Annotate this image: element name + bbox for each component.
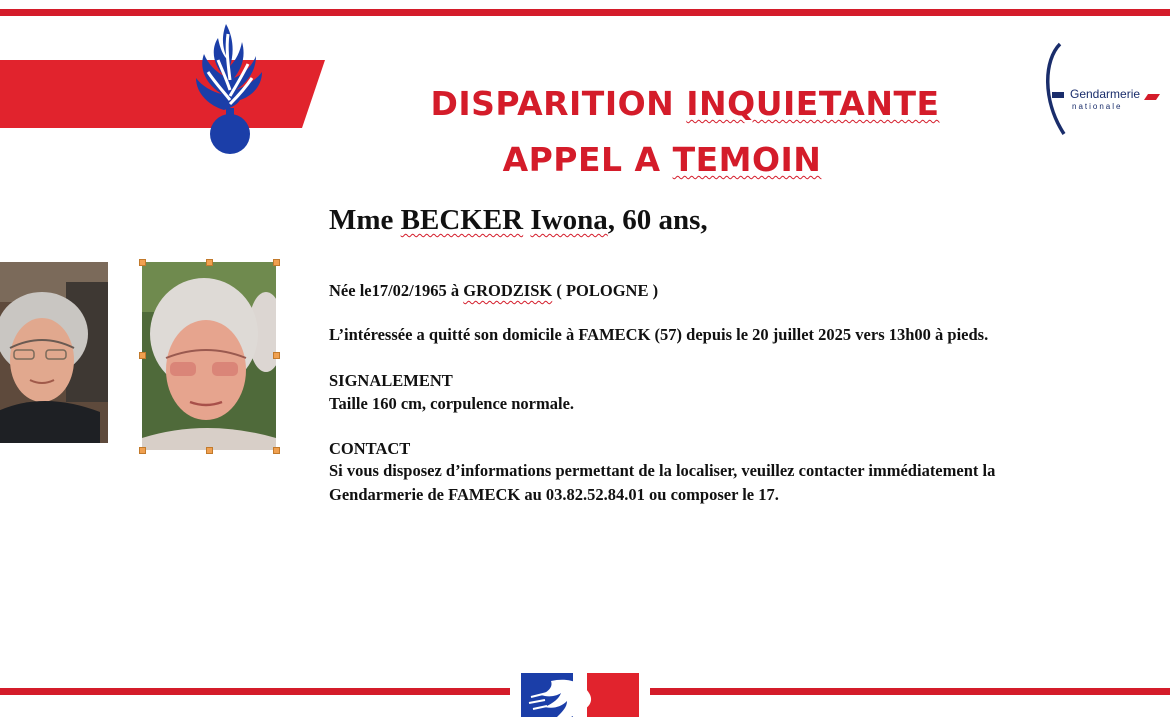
- top-red-rule: [0, 9, 1170, 16]
- contact-line-2: Gendarmerie de FAMECK au 03.82.52.84.01 ou composer le 17.: [329, 485, 779, 504]
- name-prefix: Mme: [329, 204, 401, 236]
- headline-word-disparition: DISPARITION: [430, 84, 675, 123]
- logo-brand-line2: nationale: [1072, 102, 1123, 111]
- resize-handle-nw[interactable]: [139, 259, 146, 266]
- signalement-heading: SIGNALEMENT: [329, 371, 453, 390]
- birth-country: ( POLOGNE ): [552, 281, 659, 300]
- resize-handle-s[interactable]: [206, 447, 213, 454]
- departure-info: L’intéressée a quitté son domicile à FAMECK (57) depuis le 20 juillet 2025 vers 13h00 à pieds.: [329, 325, 989, 344]
- headline-disparition: [335, 84, 1035, 123]
- missing-person-photo-2: [142, 262, 276, 450]
- name-given: Iwona: [530, 204, 608, 236]
- birth-prefix: Née le17/02/1965 à: [329, 281, 464, 300]
- missing-person-photo-1: [0, 262, 108, 443]
- signalement-text: Taille 160 cm, corpulence normale.: [329, 394, 575, 413]
- gendarmerie-nationale-logo: [1040, 42, 1162, 138]
- bottom-red-rule-right: [650, 688, 1170, 695]
- resize-handle-w[interactable]: [139, 352, 146, 359]
- marianne-republique-logo: [521, 673, 639, 717]
- resize-handle-sw[interactable]: [139, 447, 146, 454]
- bottom-red-rule-left: [0, 688, 510, 695]
- resize-handle-se[interactable]: [273, 447, 280, 454]
- name-age: , 60 ans,: [607, 204, 708, 236]
- headline-words-appel-a: APPEL A: [502, 140, 661, 179]
- headline-word-temoin: TEMOIN: [672, 140, 822, 179]
- contact-heading: CONTACT: [329, 439, 411, 458]
- birth-city: GRODZISK: [463, 281, 553, 300]
- red-banner-band: [0, 60, 330, 130]
- resize-handle-e[interactable]: [273, 352, 280, 359]
- birth-info: [329, 281, 658, 301]
- missing-person-name: [329, 204, 708, 237]
- logo-brand-line1: Gendarmerie: [1070, 87, 1141, 101]
- gendarmerie-flame-emblem: [190, 20, 270, 160]
- resize-handle-ne[interactable]: [273, 259, 280, 266]
- resize-handle-n[interactable]: [206, 259, 213, 266]
- headline-appel-temoin: [312, 140, 1012, 179]
- name-surname: BECKER: [400, 204, 524, 236]
- headline-word-inquietante: INQUIETANTE: [686, 84, 940, 123]
- contact-line-1: Si vous disposez d’informations permettant de la localiser, veuillez contacter immédiatement la: [329, 461, 996, 480]
